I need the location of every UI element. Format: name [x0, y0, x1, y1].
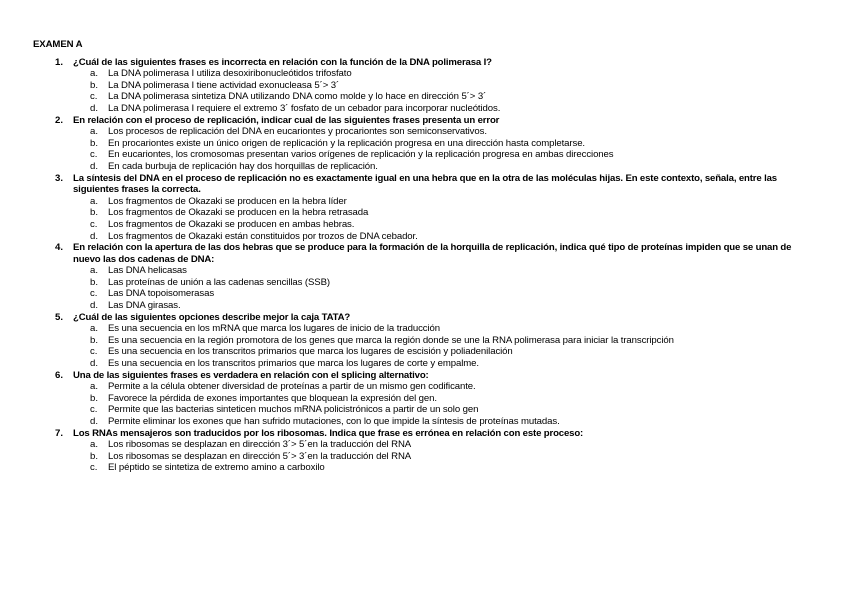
option-c [33, 404, 818, 416]
question-text: En relación con la apertura de las dos hebras que se produce para la formación de la horquilla de replicación, indica qué tipo de proteínas impiden que se unan de nuevo las dos cadenas de DNA: [73, 242, 792, 265]
option-text: Las DNA topoisomerasas [108, 288, 215, 300]
question-number: 5. [55, 311, 64, 323]
exam-title: EXAMEN A [33, 39, 83, 50]
option-letter: a. [90, 381, 99, 393]
option-b [33, 138, 818, 150]
option-c [33, 149, 818, 161]
option-a [33, 265, 818, 277]
option-a [33, 381, 818, 393]
option-letter: d. [90, 102, 99, 114]
option-letter: c. [90, 218, 98, 230]
question-number: 3. [55, 172, 64, 184]
question-number: 1. [55, 56, 64, 68]
option-text: Las DNA girasas. [108, 300, 181, 312]
option-text: Permite que las bacterias sinteticen muchos mRNA policistrónicos a partir de un solo gen [108, 404, 479, 416]
option-text: Los fragmentos de Okazaki se producen en la hebra retrasada [108, 207, 369, 219]
option-letter: d. [90, 230, 99, 242]
option-a [33, 68, 818, 80]
option-text: En eucariontes, los cromosomas presentan varios orígenes de replicación y la replicación progresa en ambas direcciones [108, 149, 614, 161]
option-list [73, 196, 818, 242]
option-d [33, 416, 818, 428]
option-text: El péptido se sintetiza de extremo amino a carboxilo [108, 462, 325, 474]
option-b [33, 451, 818, 463]
option-text: En cada burbuja de replicación hay dos horquillas de replicación. [108, 160, 378, 172]
question-text: Una de las siguientes frases es verdadera en relación con el splicing alternativo: [73, 369, 429, 381]
option-text: En procariontes existe un único origen de replicación y la replicación progresa en una dirección hasta completarse. [108, 137, 585, 149]
option-d [33, 358, 818, 370]
option-text: La DNA polimerasa sintetiza DNA utilizando DNA como molde y lo hace en dirección 5´> 3´ [108, 91, 487, 103]
option-text: Es una secuencia en los transcritos primarios que marca los lugares de escisión y poliadenilación [108, 346, 513, 358]
option-b [33, 335, 818, 347]
option-text: Los procesos de replicación del DNA en eucariontes y procariontes son semiconservativos. [108, 126, 487, 138]
option-text: La DNA polimerasa I utiliza desoxiribonucleótidos trifosfato [108, 68, 352, 80]
question-6 [33, 370, 818, 428]
option-d [33, 231, 818, 243]
option-text: Permite a la célula obtener diversidad de proteínas a partir de un mismo gen codificante. [108, 381, 476, 393]
option-letter: a. [90, 265, 99, 277]
option-c [33, 462, 818, 474]
option-letter: c. [90, 149, 98, 161]
option-b [33, 207, 818, 219]
option-text: Los ribosomas se desplazan en dirección 3´> 5´en la traducción del RNA [108, 439, 412, 451]
question-number: 7. [55, 427, 64, 439]
option-text: Es una secuencia en la región promotora de los genes que marca la región donde se une la RNA polimerasa para iniciar la transcripción [108, 334, 674, 346]
option-list [73, 323, 818, 369]
question-text: En relación con el proceso de replicación, indicar cual de las siguientes frases presenta un error [73, 114, 500, 126]
option-c [33, 288, 818, 300]
option-letter: b. [90, 392, 99, 404]
option-list [73, 381, 818, 427]
option-text: Los fragmentos de Okazaki se producen en la hebra líder [108, 195, 347, 207]
question-number: 2. [55, 114, 64, 126]
question-4 [33, 242, 818, 312]
question-2 [33, 115, 818, 173]
option-letter: d. [90, 160, 99, 172]
option-a [33, 196, 818, 208]
option-list [73, 265, 818, 311]
option-d [33, 300, 818, 312]
option-letter: d. [90, 358, 99, 370]
option-text: Los fragmentos de Okazaki se producen en ambas hebras. [108, 218, 355, 230]
option-text: Los fragmentos de Okazaki están constituidos por trozos de DNA cebador. [108, 230, 418, 242]
question-list [33, 57, 818, 474]
question-text: La síntesis del DNA en el proceso de replicación no es exactamente igual en una hebra que en la otra de las moléculas hijas. En este contexto, señala, entre las siguientes frases la correcta. [73, 172, 777, 196]
option-letter: a. [90, 439, 99, 451]
option-d [33, 103, 818, 115]
option-letter: c. [90, 346, 98, 358]
option-letter: c. [90, 462, 98, 474]
option-letter: d. [90, 300, 99, 312]
option-b [33, 393, 818, 405]
option-text: La DNA polimerasa I requiere el extremo 3´ fosfato de un cebador para incorporar nucleótidos. [108, 102, 501, 114]
option-text: Las proteínas de unión a las cadenas sencillas (SSB) [108, 276, 330, 288]
question-text: ¿Cuál de las siguientes frases es incorrecta en relación con la función de la DNA polimerasa I? [73, 56, 492, 68]
option-text: Permite eliminar los exones que han sufrido mutaciones, con lo que impide la síntesis de proteínas mutadas. [108, 416, 560, 427]
option-letter: a. [90, 68, 99, 80]
option-letter: b. [90, 450, 99, 462]
option-a [33, 126, 818, 138]
option-letter: b. [90, 207, 99, 219]
question-text: Los RNAs mensajeros son traducidos por los ribosomas. Indica que frase es errónea en relación con este proceso: [73, 427, 584, 439]
option-c [33, 91, 818, 103]
question-3 [33, 173, 818, 243]
question-5 [33, 312, 818, 370]
option-a [33, 323, 818, 335]
option-c [33, 219, 818, 231]
option-letter: b. [90, 334, 99, 346]
option-text: Es una secuencia en los transcritos primarios que marca los lugares de corte y empalme. [108, 358, 479, 370]
option-letter: b. [90, 137, 99, 149]
question-text: ¿Cuál de las siguientes opciones describe mejor la caja TATA? [73, 311, 351, 323]
option-a [33, 439, 818, 451]
option-d [33, 161, 818, 173]
option-text: Favorece la pérdida de exones importantes que bloquean la expresión del gen. [108, 392, 437, 404]
option-list [73, 126, 818, 172]
question-1 [33, 57, 818, 115]
option-list [73, 439, 818, 474]
question-7 [33, 428, 818, 474]
option-list [73, 68, 818, 114]
option-b [33, 277, 818, 289]
option-letter: a. [90, 195, 99, 207]
question-number: 6. [55, 369, 64, 381]
option-c [33, 346, 818, 358]
option-text: Es una secuencia en los mRNA que marca los lugares de inicio de la traducción [108, 323, 440, 335]
option-letter: c. [90, 288, 98, 300]
option-letter: c. [90, 404, 98, 416]
option-letter: b. [90, 79, 99, 91]
question-number: 4. [55, 242, 64, 254]
option-text: Los ribosomas se desplazan en dirección 5´> 3´en la traducción del RNA [108, 450, 412, 462]
option-text: Las DNA helicasas [108, 265, 187, 277]
option-letter: a. [90, 323, 99, 335]
option-text: La DNA polimerasa I tiene actividad exonucleasa 5´> 3´ [108, 79, 340, 91]
option-letter: d. [90, 416, 99, 427]
option-letter: a. [90, 126, 99, 138]
option-letter: b. [90, 276, 99, 288]
option-letter: c. [90, 91, 98, 103]
option-b [33, 80, 818, 92]
